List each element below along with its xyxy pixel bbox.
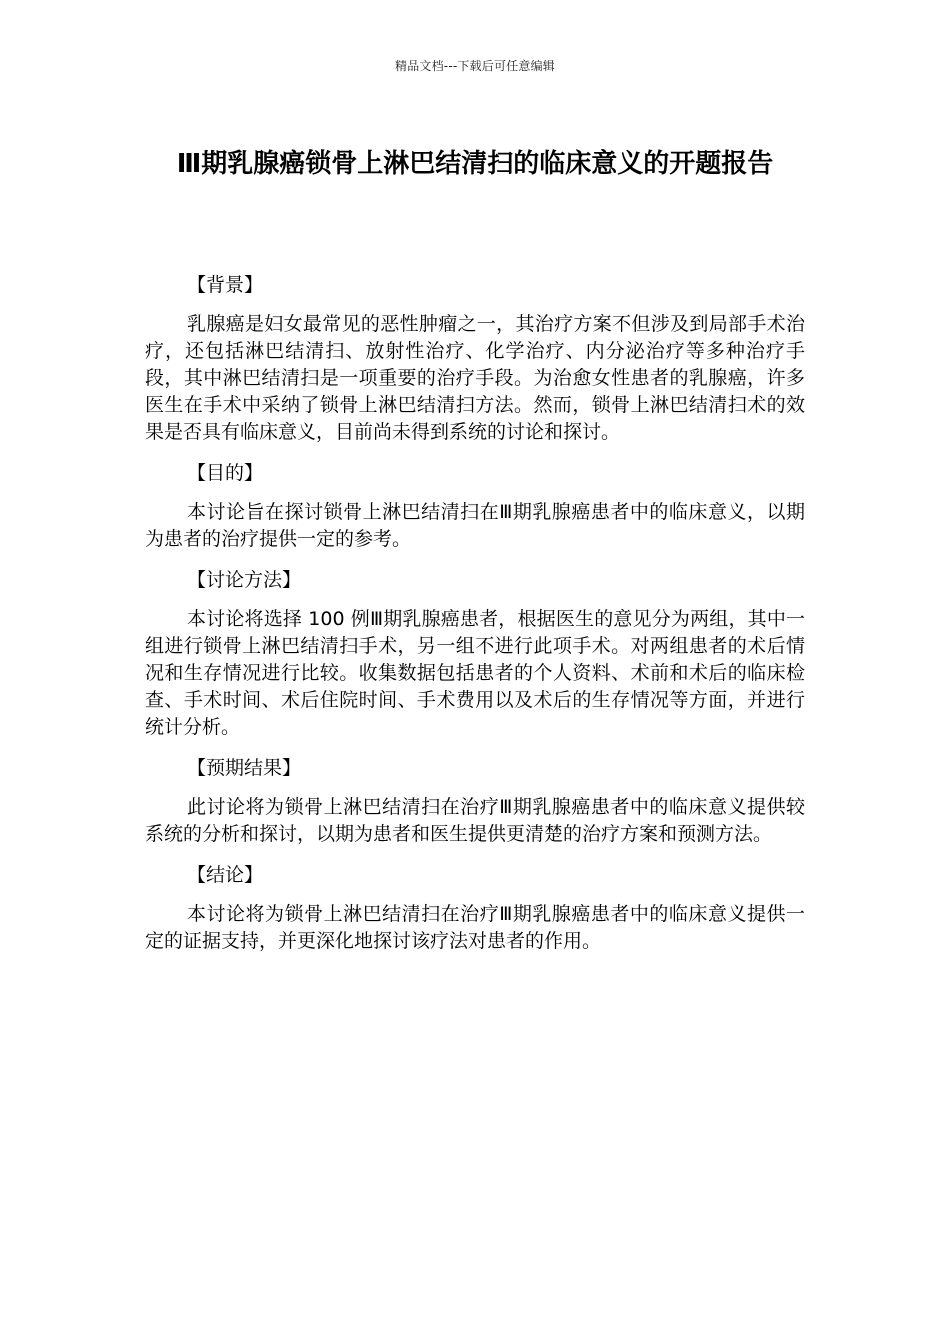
section-body: 本讨论将为锁骨上淋巴结清扫在治疗Ⅲ期乳腺癌患者中的临床意义提供一定的证据支持，并更深化地探讨该疗法对患者的作用。 bbox=[145, 903, 805, 952]
section-expected-results bbox=[145, 753, 805, 848]
section-methods bbox=[145, 565, 805, 741]
section-heading: 【目的】 bbox=[187, 462, 264, 484]
section-body: 此讨论将为锁骨上淋巴结清扫在治疗Ⅲ期乳腺癌患者中的临床意义提供较系统的分析和探讨，以期为患者和医生提供更清楚的治疗方案和预测方法。 bbox=[145, 796, 805, 845]
section-body: 本讨论旨在探讨锁骨上淋巴结清扫在Ⅲ期乳腺癌患者中的临床意义，以期为患者的治疗提供一定的参考。 bbox=[145, 501, 805, 550]
document-content bbox=[145, 270, 805, 967]
document-title: Ⅲ期乳腺癌锁骨上淋巴结清扫的临床意义的开题报告 bbox=[176, 149, 774, 179]
section-body: 本讨论将选择 100 例Ⅲ期乳腺癌患者，根据医生的意见分为两组，其中一组进行锁骨上淋巴结清扫手术，另一组不进行此项手术。对两组患者的术后情况和生存情况进行比较。收集数据包括患者的个人资料、术前和术后的临床检查、手术时间、术后住院时间、手术费用以及术后的生存情况等方面，并进行统计分析。 bbox=[145, 608, 805, 738]
section-heading: 【预期结果】 bbox=[187, 757, 302, 779]
section-heading: 【讨论方法】 bbox=[187, 569, 302, 591]
section-background bbox=[145, 270, 805, 446]
section-purpose bbox=[145, 458, 805, 553]
header-note: 精品文档---下载后可任意编辑 bbox=[395, 59, 555, 73]
section-conclusion bbox=[145, 860, 805, 955]
section-heading: 【结论】 bbox=[187, 864, 264, 886]
section-heading: 【背景】 bbox=[187, 274, 264, 296]
section-body: 乳腺癌是妇女最常见的恶性肿瘤之一，其治疗方案不但涉及到局部手术治疗，还包括淋巴结清扫、放射性治疗、化学治疗、内分泌治疗等多种治疗手段，其中淋巴结清扫是一项重要的治疗手段。为治愈女性患者的乳腺癌，许多医生在手术中采纳了锁骨上淋巴结清扫方法。然而，锁骨上淋巴结清扫术的效果是否具有临床意义，目前尚未得到系统的讨论和探讨。 bbox=[145, 313, 805, 443]
